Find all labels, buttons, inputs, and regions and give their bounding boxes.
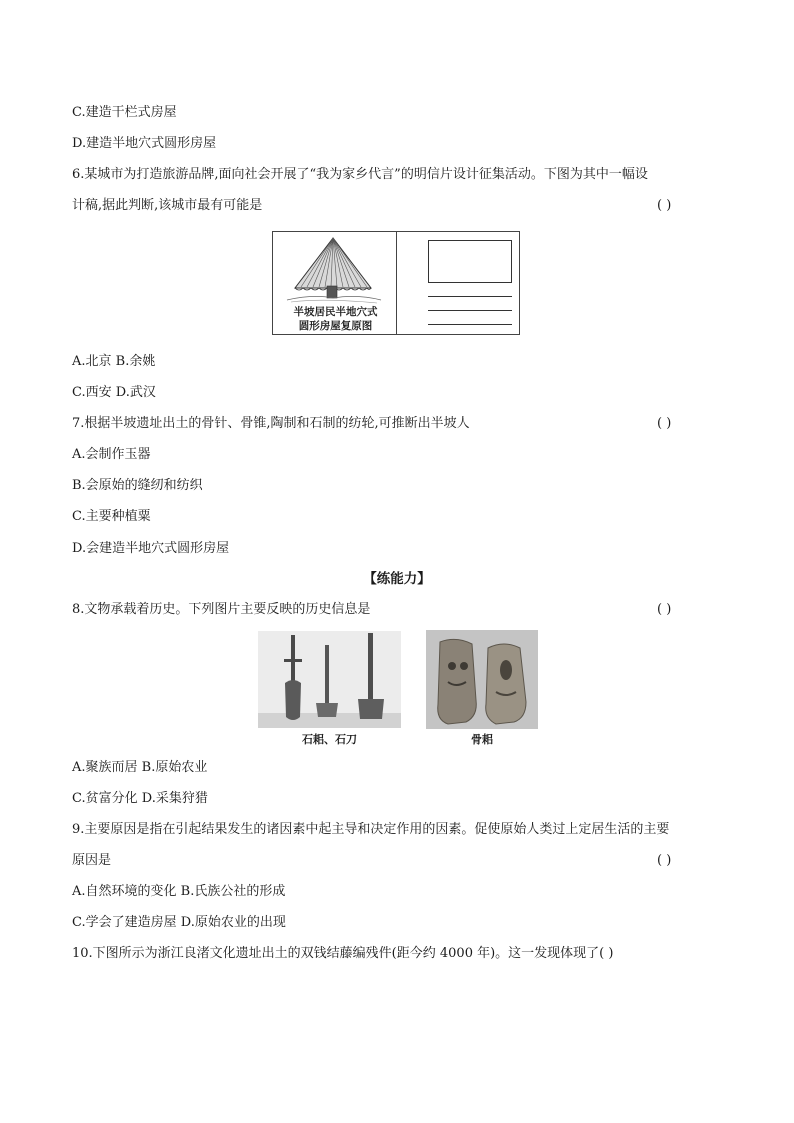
q7-stem: 7.根据半坡遗址出土的骨针、骨锥,陶制和石制的纺轮,可推断出半坡人 xyxy=(72,416,470,431)
q9-options-ab: A.自然环境的变化 B.氏族公社的形成 xyxy=(72,884,286,899)
postcard-address-line-2 xyxy=(428,310,512,311)
q7-option-a: A.会制作玉器 xyxy=(72,447,151,462)
q6-options-cd: C.西安 D.武汉 xyxy=(72,385,156,400)
postcard-caption xyxy=(277,305,394,333)
q6-stem-line2: 计稿,据此判断,该城市最有可能是 xyxy=(72,198,263,213)
q9-stem-line2: 原因是 xyxy=(72,853,112,868)
stone-tools-illustration xyxy=(258,631,401,728)
q6-stem-line1: 6.某城市为打造旅游品牌,面向社会开展了“我为家乡代言”的明信片设计征集活动。下图为其中一幅设 xyxy=(72,167,648,182)
bone-spade-illustration xyxy=(426,630,538,729)
postcard-caption-line1: 半坡居民半地穴式 xyxy=(293,306,378,318)
postcard-caption-line2: 圆形房屋复原图 xyxy=(298,320,373,332)
q8-options-ab: A.聚族而居 B.原始农业 xyxy=(72,760,208,775)
bone-spade-photo xyxy=(426,630,538,729)
q8-stem: 8.文物承载着历史。下列图片主要反映的历史信息是 xyxy=(72,602,371,617)
q7-option-c: C.主要种植粟 xyxy=(72,509,151,524)
q6-postcard-figure xyxy=(272,231,520,335)
q5-option-c: C.建造干栏式房屋 xyxy=(72,105,177,120)
postcard-address-line-1 xyxy=(428,296,512,297)
q6-options-ab: A.北京 B.余姚 xyxy=(72,354,156,369)
q9-answer-paren: ( ) xyxy=(657,853,672,868)
bone-spade-caption: 骨耜 xyxy=(471,733,493,746)
postcard-stamp-box xyxy=(428,240,512,283)
stone-tools-caption: 石耜、石刀 xyxy=(302,733,357,746)
q8-options-cd: C.贫富分化 D.采集狩猎 xyxy=(72,791,208,806)
q7-option-d: D.会建造半地穴式圆形房屋 xyxy=(72,541,230,556)
q7-option-b: B.会原始的缝纫和纺织 xyxy=(72,478,203,493)
postcard-address-line-3 xyxy=(428,324,512,325)
q9-stem-line1: 9.主要原因是指在引起结果发生的诸因素中起主导和决定作用的因素。促使原始人类过上定居生活的主要 xyxy=(72,822,670,837)
q9-options-cd: C.学会了建造房屋 D.原始农业的出现 xyxy=(72,915,286,930)
q10-stem: 10.下图所示为浙江良渚文化遗址出土的双钱结藤编残件(距今约 4000 年)。这一发现体现了( ) xyxy=(72,946,614,961)
thatched-hut-illustration xyxy=(273,234,395,306)
q5-option-d: D.建造半地穴式圆形房屋 xyxy=(72,136,217,151)
postcard-divider xyxy=(396,232,397,334)
q7-answer-paren: ( ) xyxy=(657,416,672,431)
q8-answer-paren: ( ) xyxy=(657,602,672,617)
section-title: 【练能力】 xyxy=(363,571,431,587)
stone-tools-photo xyxy=(258,631,401,728)
q6-answer-paren: ( ) xyxy=(657,198,672,213)
